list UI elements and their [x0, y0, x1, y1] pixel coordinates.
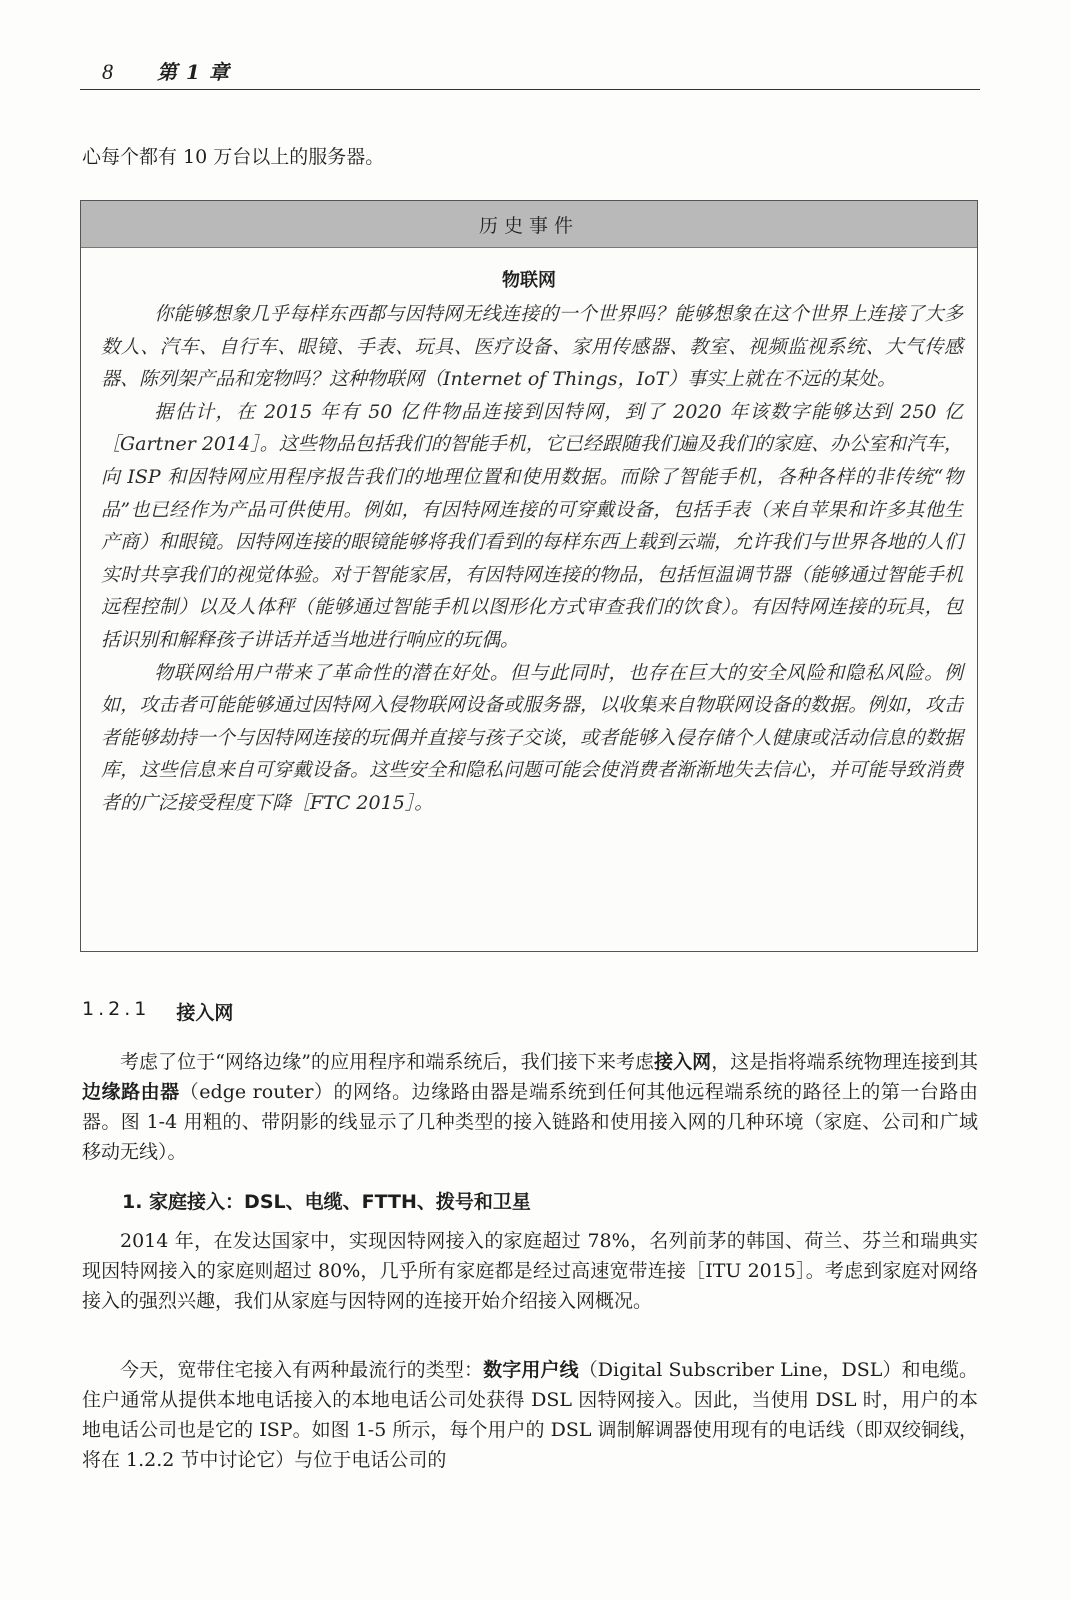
section-number: 1.2.1	[82, 998, 151, 1020]
home-access-subheading: 1. 家庭接入：DSL、电缆、FTTH、拨号和卫星	[122, 1191, 531, 1213]
section-title: 接入网	[176, 1002, 234, 1024]
text-run: ，这是指将端系统物理连接到其	[711, 1051, 978, 1073]
history-sidebar-box	[80, 200, 978, 952]
page-number: 8	[102, 59, 113, 84]
sidebar-paragraph: 物联网给用户带来了革命性的潜在好处。但与此同时，也存在巨大的安全风险和隐私风险。例如，攻击者可能能够通过因特网入侵物联网设备或服务器，以收集来自物联网设备的数据。例如，攻击者能够劫持一个与因特网连接的玩偶并直接与孩子交谈，或者能够入侵存储个人健康或活动信息的数据库，这些信息来自可穿戴设备。这些安全和隐私问题可能会使消费者渐渐地失去信心，并可能导致消费者的广泛接受程度下降［FTC 2015］。	[101, 661, 963, 814]
text-run: 今天，宽带住宅接入有两种最流行的类型：	[120, 1359, 484, 1381]
term-edge-router: 边缘路由器	[82, 1081, 180, 1103]
sidebar-body	[81, 298, 977, 820]
running-header	[80, 58, 980, 90]
sidebar-paragraph: 据估计，在 2015 年有 50 亿件物品连接到因特网，到了 2020 年该数字能够达到 250 亿［Gartner 2014］。这些物品包括我们的智能手机，它已经跟随我们遍及我们的家庭、办公室和汽车，向 ISP 和因特网应用程序报告我们的地理位置和使用数据。而除了智能手机，各种各样的非传统“物品”也已经作为产品可供使用。例如，有因特网连接的可穿戴设备，包括手表（来自苹果和许多其他生产商）和眼镜。因特网连接的眼镜能够将我们看到的每样东西上载到云端，允许我们与世界各地的人们实时共享我们的视觉体验。对于智能家居，有因特网连接的物品，包括恒温调节器（能够通过智能手机远程控制）以及人体秤（能够通过智能手机以图形化方式审查我们的饮食）。有因特网连接的玩具，包括识别和解释孩子讲话并适当地进行响应的玩偶。	[101, 400, 963, 651]
sidebar-subtitle: 物联网	[502, 270, 556, 291]
text-run: （edge router）的网络。边缘路由器是端系统到任何其他远程端系统的路径上的第一台路由器。图 1-4 用粗的、带阴影的线显示了几种类型的接入链路和使用接入网的几种环境（家庭、公司和广域移动无线）。	[82, 1081, 978, 1163]
section-heading	[82, 998, 233, 1025]
dsl-paragraph	[82, 1355, 978, 1475]
access-network-paragraph	[82, 1047, 978, 1167]
sidebar-paragraph: 你能够想象几乎每样东西都与因特网无线连接的一个世界吗？能够想象在这个世界上连接了大多数人、汽车、自行车、眼镜、手表、玩具、医疗设备、家用传感器、教室、视频监视系统、大气传感器、陈列架产品和宠物吗？这种物联网（Internet of Things，IoT）事实上就在不远的某处。	[101, 303, 963, 391]
intro-line: 心每个都有 10 万台以上的服务器。	[82, 146, 385, 168]
text-run: 考虑了位于“网络边缘”的应用程序和端系统后，我们接下来考虑	[120, 1051, 655, 1073]
sidebar-header: 历史事件	[81, 201, 977, 248]
term-access-network: 接入网	[654, 1051, 712, 1073]
home-access-paragraph: 2014 年，在发达国家中，实现因特网接入的家庭超过 78%，名列前茅的韩国、荷兰、芬兰和瑞典实现因特网接入的家庭则超过 80%，几乎所有家庭都是经过高速宽带连接［ITU 2015］。考虑到家庭对网络接入的强烈兴趣，我们从家庭与因特网的连接开始介绍接入网概况。	[82, 1230, 978, 1312]
term-dsl: 数字用户线	[483, 1359, 579, 1381]
chapter-label: 第 1 章	[157, 60, 230, 84]
text-run: （Digital Subscriber Line，DSL）和电缆。住户通常从提供本地电话接入的本地电话公司处获得 DSL 因特网接入。因此，当使用 DSL 时，用户的本地电话公司也是它的 ISP。如图 1-5 所示，每个用户的 DSL 调制解调器使用现有的电话线（即双绞铜线，将在 1.2.2 节中讨论它）与位于电话公司的	[82, 1359, 978, 1471]
